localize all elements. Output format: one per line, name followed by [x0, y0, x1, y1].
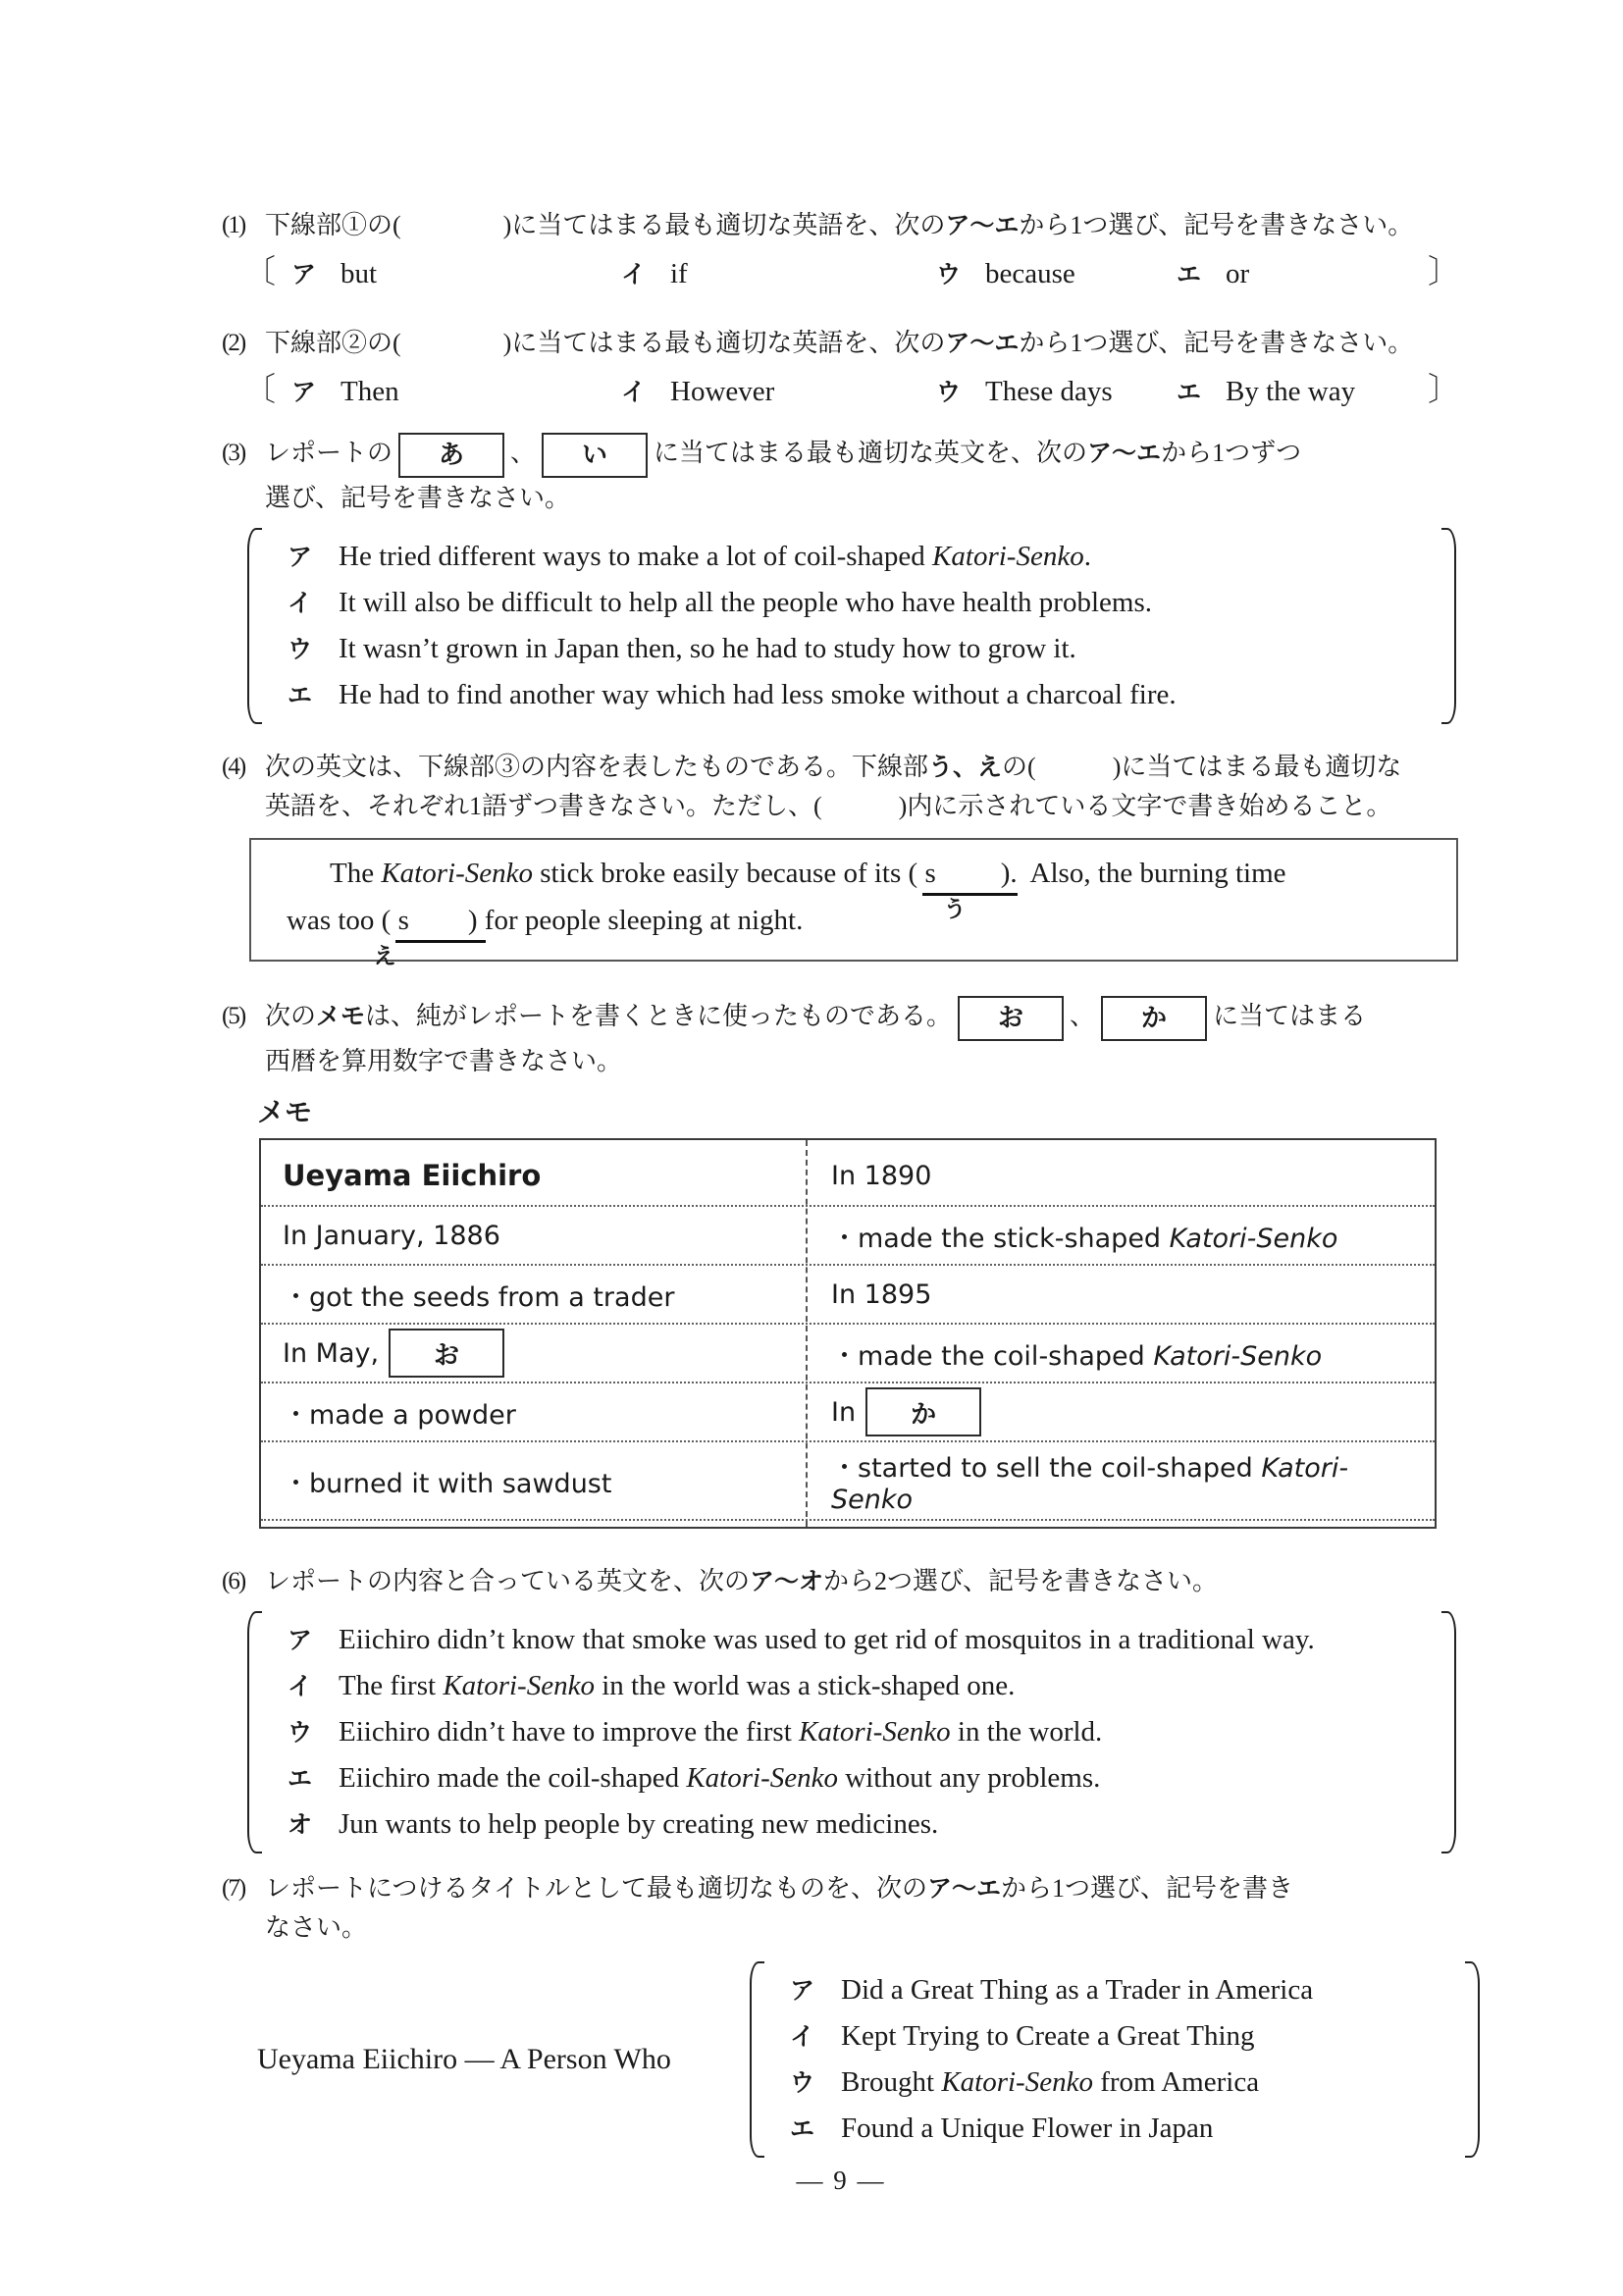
option-label: Then [340, 376, 399, 407]
option-text-italic: Katori-Senko [941, 2066, 1093, 2098]
blank-open: ( s [381, 905, 409, 936]
cell-right [806, 1266, 1435, 1323]
option-letter: エ [1177, 378, 1202, 406]
q2-option-e [1177, 373, 1428, 408]
blank-open: ( s [908, 858, 936, 889]
option-text [339, 534, 1091, 579]
option-text [841, 1967, 1313, 2013]
option-letter: ア [790, 1976, 815, 2005]
q7-option-u [790, 2060, 1465, 2106]
question-7 [222, 1869, 1460, 1908]
option-letter: ウ [790, 2068, 815, 2097]
question-2-text [265, 324, 1460, 363]
option-text [339, 1663, 1015, 1708]
q1-option-u [936, 255, 1177, 290]
table-column-divider [806, 1140, 808, 1527]
q5-text-pre: 次の [265, 1002, 317, 1030]
open-bracket: 〔 [243, 255, 276, 290]
option-text-pre: The first [339, 1670, 444, 1701]
answer-blank-u [908, 858, 1011, 922]
option-letter: ア [291, 260, 317, 288]
question-7-text [265, 1869, 1460, 1908]
q6-option-o [288, 1801, 1441, 1848]
option-text [339, 626, 1076, 671]
q7-option-items [764, 1961, 1465, 2158]
option-text-pre: It wasn’t grown in Japan then, so he had to study how to grow it. [339, 633, 1076, 664]
table-row-6 [261, 1440, 1435, 1521]
cell-right [806, 1146, 1435, 1205]
option-text-post: without any problems. [837, 1762, 1101, 1794]
question-1 [222, 206, 1460, 245]
s2-start: was too [287, 905, 382, 936]
q3-option-u [288, 626, 1441, 672]
memo-year: In 1895 [831, 1278, 932, 1310]
option-letter: ウ [288, 635, 313, 663]
q1-option-i [621, 255, 936, 290]
option-text [339, 580, 1152, 625]
option-label: These days [985, 376, 1113, 407]
tall-open-bracket [247, 528, 262, 724]
q3-text-mid: に当てはまる最も適切な英文を、次の [654, 439, 1088, 467]
q2-range-bold: ア〜エ [945, 329, 1020, 357]
memo-item-pre: ・made the stick-shaped [831, 1223, 1170, 1254]
kana-label-u: う [943, 897, 967, 922]
option-text [339, 1801, 938, 1847]
memo-label: メモ [257, 1096, 313, 1128]
option-letter: エ [1177, 260, 1202, 288]
option-letter: イ [288, 1672, 313, 1700]
blank-underline [922, 893, 1019, 897]
open-bracket: 〔 [243, 373, 276, 408]
q3-option-a [288, 534, 1441, 580]
s1-pre: The [330, 858, 382, 889]
q1-option-e [1177, 255, 1428, 290]
cell-left [261, 1442, 806, 1519]
memo-item-italic: Katori-Senko [831, 1453, 1349, 1515]
option-letter: イ [621, 378, 647, 406]
option-letter: オ [288, 1810, 313, 1839]
option-text [841, 2106, 1213, 2152]
cell-left [261, 1325, 806, 1382]
option-letter: イ [288, 589, 313, 617]
option-letter: イ [621, 260, 647, 288]
q7-text-post: から1つ選び、記号を書き [1000, 1874, 1293, 1903]
option-letter: ア [291, 378, 317, 406]
q4-sentence-box [249, 838, 1458, 969]
memo-item [831, 1217, 1337, 1255]
question-5 [222, 991, 1460, 1042]
close-bracket: 〕 [1428, 373, 1460, 408]
q7-text-pre: レポートにつけるタイトルとして最も適切なものを、次の [265, 1874, 927, 1903]
question-3-number: (3) [222, 440, 245, 466]
option-text-pre: It will also be difficult to help all the people who have health problems. [339, 587, 1152, 618]
comma: 、 [510, 439, 537, 467]
table-row-2 [261, 1205, 1435, 1264]
question-3-text-line2: 選び、記号を書きなさい。 [265, 484, 570, 512]
memo-item [831, 1334, 1322, 1373]
q3-option-i [288, 580, 1441, 626]
question-6-options [247, 1611, 1456, 1853]
option-text [339, 672, 1177, 717]
q1-text-pre: 下線部①の( )に当てはまる最も適切な英語を、次の [265, 211, 946, 239]
option-label: By the way [1226, 376, 1356, 407]
page-number: — 9 — [796, 2166, 886, 2195]
q2-option-u [936, 373, 1177, 408]
option-letter: ウ [288, 1718, 313, 1747]
option-text-italic: Katori-Senko [686, 1762, 838, 1794]
q6-text-post: から2つ選び、記号を書きなさい。 [823, 1567, 1218, 1595]
question-4-text-line2: 英語を、それぞれ1語ずつ書きなさい。ただし、( )内に示されている文字で書き始めること。 [265, 792, 1392, 820]
s2-end: for people sleeping at night. [477, 905, 804, 936]
option-text-pre: Kept Trying to Create a Great Thing [841, 2020, 1255, 2052]
option-text-pre: Jun wants to help people by creating new medicines. [339, 1808, 939, 1840]
option-text [339, 1755, 1100, 1800]
kana-box-i: い [542, 433, 648, 478]
memo-table [259, 1138, 1437, 1529]
cell-right [806, 1207, 1435, 1264]
cell-right [806, 1325, 1435, 1382]
option-text-post: . [1083, 541, 1091, 572]
memo-date: In [831, 1396, 857, 1428]
s1-italic: Katori-Senko [381, 858, 533, 889]
q1-text-post: から1つ選び、記号を書きなさい。 [1019, 211, 1414, 239]
q7-lead-text: Ueyama Eiichiro — A Person Who [257, 2043, 671, 2075]
question-1-options [243, 251, 1460, 294]
memo-date: In January, 1886 [283, 1220, 500, 1251]
q3-text-post: から1つずつ [1161, 439, 1302, 467]
question-5-text-line2: 西暦を算用数字で書きなさい。 [265, 1047, 623, 1075]
q2-option-a [291, 373, 621, 408]
option-letter: エ [288, 1764, 313, 1793]
tall-close-bracket [1441, 528, 1456, 724]
q7-option-e [790, 2106, 1465, 2152]
q2-text-pre: 下線部②の( )に当てはまる最も適切な英語を、次の [265, 329, 946, 357]
question-2-options [243, 369, 1460, 412]
q2-text-post: から1つ選び、記号を書きなさい。 [1019, 329, 1414, 357]
question-6-number: (6) [222, 1568, 245, 1594]
s1-mid: stick broke easily because of its [533, 858, 909, 889]
q7-option-i [790, 2013, 1465, 2060]
q7-option-a [790, 1967, 1465, 2013]
blank-underline [395, 940, 486, 944]
kana-box-a: あ [398, 433, 504, 478]
q7-range-bold: ア〜エ [926, 1874, 1001, 1903]
memo-year: In 1890 [831, 1160, 932, 1191]
option-text-pre: Eiichiro didn’t have to improve the first [339, 1716, 799, 1748]
s1-end: . Also, the burning time [1010, 858, 1286, 889]
q6-option-e [288, 1755, 1441, 1801]
question-6-text [265, 1562, 1460, 1601]
option-letter: ア [288, 1626, 313, 1654]
q3-option-e [288, 672, 1441, 718]
q2-option-i [621, 373, 936, 408]
option-text-post: in the world was a stick-shaped one. [594, 1670, 1016, 1701]
option-text-pre: Eiichiro made the coil-shaped [339, 1762, 687, 1794]
memo-item-italic: Katori-Senko [1153, 1340, 1323, 1372]
memo-item: ・got the seeds from a trader [283, 1281, 675, 1313]
table-row-1 [261, 1146, 1435, 1205]
q4-text-post: の( )に当てはまる最も適切な [1002, 753, 1402, 781]
question-3-options [247, 528, 1456, 724]
q4-sentence-line2 [287, 897, 1437, 969]
question-3-text [265, 428, 1460, 479]
tall-open-bracket [750, 1961, 764, 2158]
q1-range-bold: ア〜エ [945, 211, 1020, 239]
option-text-italic: Katori-Senko [932, 541, 1084, 572]
memo-item-pre: ・made the coil-shaped [831, 1340, 1154, 1372]
q6-text-pre: レポートの内容と合っている英文を、次の [265, 1567, 751, 1595]
blank-close: ) [467, 905, 478, 936]
table-row-3 [261, 1264, 1435, 1323]
option-text [841, 2060, 1259, 2106]
option-letter: イ [790, 2022, 815, 2051]
option-label: However [670, 376, 775, 407]
memo-item-italic: Katori-Senko [1169, 1223, 1338, 1254]
question-7-title-group [257, 1961, 1480, 2158]
q5-text-mid: は、純がレポートを書くときに使ったものである。 [365, 1002, 953, 1030]
kana-box-ka-table: か [865, 1387, 981, 1436]
q6-option-items [262, 1611, 1441, 1853]
cell-right [806, 1442, 1435, 1519]
q3-option-items [262, 528, 1441, 724]
close-bracket: 〕 [1428, 255, 1460, 290]
table-row-5 [261, 1382, 1435, 1440]
option-letter: ウ [936, 378, 962, 406]
option-text-italic: Katori-Senko [799, 1716, 951, 1748]
option-text-pre: He had to find another way which had less smoke without a charcoal fire. [339, 679, 1177, 710]
kana-box-o: お [958, 996, 1064, 1041]
q6-option-a [288, 1617, 1441, 1663]
option-text [339, 1617, 1315, 1662]
memo-item-pre: ・started to sell the coil-shaped [831, 1453, 1262, 1484]
q4-kana-bold: う、え [928, 753, 1003, 781]
option-text-pre: Did a Great Thing as a Trader in America [841, 1974, 1314, 2006]
cell-left [261, 1383, 806, 1440]
comma: 、 [1070, 1002, 1096, 1030]
option-text-pre: Found a Unique Flower in Japan [841, 2113, 1214, 2144]
option-text-pre: Eiichiro didn’t know that smoke was used to get rid of mosquitos in a traditional way. [339, 1624, 1315, 1655]
cell-left [261, 1266, 806, 1323]
kana-box-o-table: お [389, 1329, 504, 1378]
q6-range-bold: ア〜オ [750, 1567, 824, 1595]
option-text [841, 2013, 1255, 2060]
question-2 [222, 324, 1460, 363]
blank-close: ) [1000, 858, 1011, 889]
option-text [339, 1709, 1102, 1754]
question-6 [222, 1562, 1460, 1601]
option-letter: エ [790, 2114, 815, 2143]
table-row-4 [261, 1323, 1435, 1382]
q3-text-pre: レポートの [265, 439, 393, 467]
question-1-text [265, 206, 1460, 245]
option-letter: ア [288, 543, 313, 571]
q5-memo-bold: メモ [316, 1002, 366, 1030]
question-4-text [265, 748, 1460, 787]
question-3 [222, 428, 1460, 479]
q6-option-u [288, 1709, 1441, 1755]
q1-option-a [291, 255, 621, 290]
question-4-number: (4) [222, 754, 245, 780]
question-7-number: (7) [222, 1875, 245, 1902]
option-letter: ウ [936, 260, 962, 288]
option-label: but [340, 258, 378, 289]
question-5-text [265, 991, 1460, 1042]
q5-text-post: に当てはまる [1213, 1002, 1367, 1030]
q3-range-bold: ア〜エ [1087, 439, 1162, 467]
question-5-number: (5) [222, 1003, 245, 1029]
option-text-pre: Brought [841, 2066, 942, 2098]
tall-close-bracket [1441, 1611, 1456, 1853]
option-text-italic: Katori-Senko [443, 1670, 595, 1701]
option-label: because [985, 258, 1075, 289]
option-text-post: from America [1092, 2066, 1260, 2098]
memo-item: ・made a powder [283, 1399, 516, 1431]
memo-date: In May, [283, 1337, 380, 1369]
option-letter: エ [288, 681, 313, 709]
question-2-number: (2) [222, 330, 245, 356]
tall-close-bracket [1465, 1961, 1480, 2158]
option-label: if [670, 258, 688, 289]
option-text-post: in the world. [950, 1716, 1103, 1748]
memo-name: Ueyama Eiichiro [283, 1159, 542, 1192]
kana-box-ka: か [1101, 996, 1207, 1041]
question-4 [222, 748, 1460, 787]
kana-label-e: え [373, 944, 396, 969]
option-text-pre: He tried different ways to make a lot of coil-shaped [339, 541, 933, 572]
question-7-text-line2: なさい。 [265, 1913, 368, 1942]
cell-left [261, 1207, 806, 1264]
option-label: or [1226, 258, 1250, 289]
memo-item [831, 1446, 1425, 1515]
q4-text-pre: 次の英文は、下線部③の内容を表したものである。下線部 [265, 753, 929, 781]
cell-right [806, 1383, 1435, 1440]
answer-blank-e [373, 905, 478, 969]
tall-open-bracket [247, 1611, 262, 1853]
q6-option-i [288, 1663, 1441, 1709]
question-1-number: (1) [222, 212, 245, 238]
cell-left [261, 1146, 806, 1205]
memo-item: ・burned it with sawdust [283, 1468, 612, 1499]
